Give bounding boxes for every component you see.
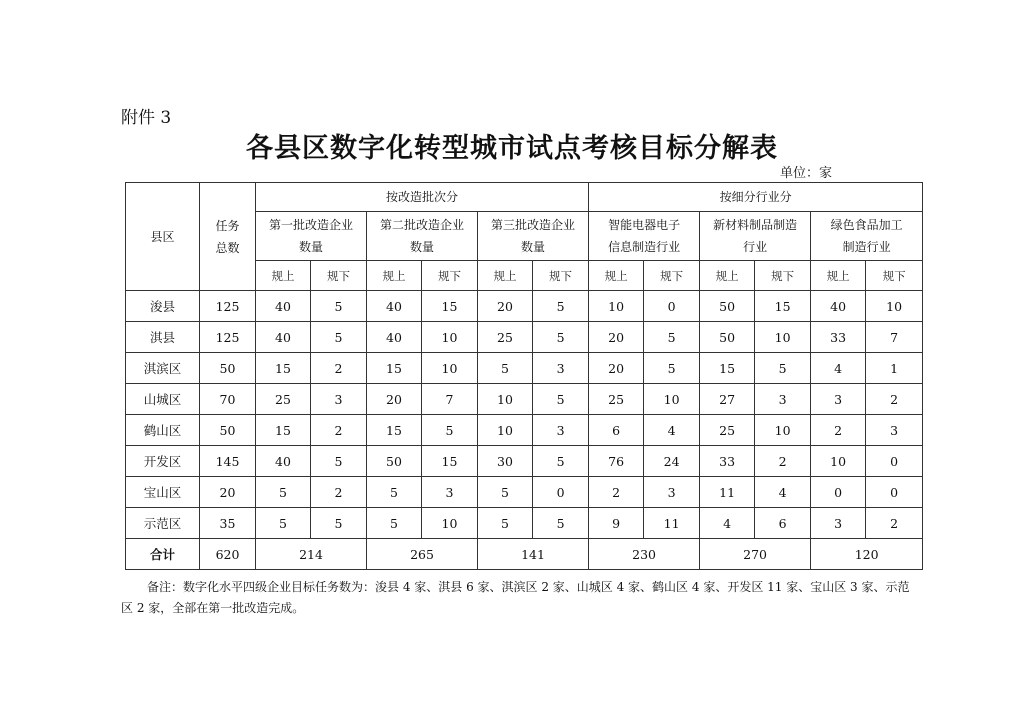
header-county: 县区 bbox=[126, 183, 200, 291]
value-cell: 25 bbox=[478, 322, 533, 353]
header-sub-above: 规上 bbox=[478, 261, 533, 291]
header-industry-1-line1: 智能电器电子 bbox=[608, 218, 681, 232]
sum-value-cell: 265 bbox=[367, 539, 478, 570]
value-cell: 1 bbox=[866, 353, 923, 384]
value-cell: 15 bbox=[367, 415, 422, 446]
value-cell: 33 bbox=[700, 446, 755, 477]
header-group-batch: 按改造批次分 bbox=[256, 183, 589, 212]
header-sub-below: 规下 bbox=[533, 261, 589, 291]
value-cell: 11 bbox=[644, 508, 700, 539]
value-cell: 7 bbox=[422, 384, 478, 415]
value-cell: 10 bbox=[755, 415, 811, 446]
value-cell: 5 bbox=[422, 415, 478, 446]
value-cell: 15 bbox=[367, 353, 422, 384]
sum-value-cell: 120 bbox=[811, 539, 923, 570]
value-cell: 5 bbox=[644, 353, 700, 384]
total-cell: 50 bbox=[200, 415, 256, 446]
value-cell: 5 bbox=[478, 353, 533, 384]
value-cell: 27 bbox=[700, 384, 755, 415]
value-cell: 3 bbox=[755, 384, 811, 415]
attachment-label: 附件 3 bbox=[121, 108, 172, 128]
value-cell: 15 bbox=[700, 353, 755, 384]
header-sub-below: 规下 bbox=[866, 261, 923, 291]
value-cell: 20 bbox=[478, 291, 533, 322]
value-cell: 20 bbox=[367, 384, 422, 415]
total-cell: 70 bbox=[200, 384, 256, 415]
header-batch-2 bbox=[367, 212, 478, 261]
value-cell: 5 bbox=[256, 508, 311, 539]
county-name-cell: 浚县 bbox=[126, 291, 200, 322]
value-cell: 15 bbox=[422, 291, 478, 322]
header-total-line2: 总数 bbox=[215, 240, 240, 255]
value-cell: 50 bbox=[700, 322, 755, 353]
value-cell: 5 bbox=[311, 446, 367, 477]
value-cell: 5 bbox=[644, 322, 700, 353]
header-industry-2-line1: 新材料制品制造 bbox=[713, 218, 798, 232]
table-row bbox=[126, 477, 923, 508]
value-cell: 5 bbox=[256, 477, 311, 508]
value-cell: 20 bbox=[589, 322, 644, 353]
value-cell: 25 bbox=[589, 384, 644, 415]
sum-value-cell: 214 bbox=[256, 539, 367, 570]
header-row-1 bbox=[126, 183, 923, 212]
value-cell: 40 bbox=[811, 291, 866, 322]
value-cell: 40 bbox=[256, 291, 311, 322]
value-cell: 5 bbox=[478, 508, 533, 539]
total-cell: 145 bbox=[200, 446, 256, 477]
value-cell: 2 bbox=[811, 415, 866, 446]
header-batch-1-line1: 第一批改造企业 bbox=[268, 218, 353, 232]
value-cell: 5 bbox=[533, 291, 589, 322]
value-cell: 2 bbox=[311, 415, 367, 446]
table-row bbox=[126, 508, 923, 539]
table-row bbox=[126, 353, 923, 384]
value-cell: 4 bbox=[755, 477, 811, 508]
value-cell: 15 bbox=[256, 415, 311, 446]
value-cell: 4 bbox=[700, 508, 755, 539]
value-cell: 10 bbox=[422, 322, 478, 353]
value-cell: 3 bbox=[866, 415, 923, 446]
value-cell: 11 bbox=[700, 477, 755, 508]
header-batch-2-line1: 第二批改造企业 bbox=[379, 218, 464, 232]
value-cell: 2 bbox=[866, 508, 923, 539]
header-sub-above: 规上 bbox=[589, 261, 644, 291]
total-cell: 50 bbox=[200, 353, 256, 384]
value-cell: 2 bbox=[755, 446, 811, 477]
header-sub-above: 规上 bbox=[256, 261, 311, 291]
value-cell: 5 bbox=[367, 477, 422, 508]
value-cell: 5 bbox=[533, 508, 589, 539]
value-cell: 3 bbox=[311, 384, 367, 415]
total-cell: 125 bbox=[200, 291, 256, 322]
header-sub-above: 规上 bbox=[700, 261, 755, 291]
value-cell: 10 bbox=[478, 384, 533, 415]
value-cell: 2 bbox=[866, 384, 923, 415]
total-cell: 20 bbox=[200, 477, 256, 508]
value-cell: 25 bbox=[700, 415, 755, 446]
value-cell: 40 bbox=[256, 446, 311, 477]
county-name-cell: 鹤山区 bbox=[126, 415, 200, 446]
value-cell: 2 bbox=[311, 477, 367, 508]
value-cell: 5 bbox=[311, 291, 367, 322]
value-cell: 15 bbox=[422, 446, 478, 477]
header-batch-3-line1: 第三批改造企业 bbox=[491, 218, 576, 232]
header-batch-1-line2: 数量 bbox=[298, 240, 323, 254]
county-name-cell: 示范区 bbox=[126, 508, 200, 539]
sum-label-cell: 合计 bbox=[126, 539, 200, 570]
value-cell: 5 bbox=[755, 353, 811, 384]
value-cell: 5 bbox=[533, 322, 589, 353]
value-cell: 5 bbox=[311, 508, 367, 539]
total-cell: 35 bbox=[200, 508, 256, 539]
value-cell: 4 bbox=[811, 353, 866, 384]
table-row bbox=[126, 446, 923, 477]
value-cell: 40 bbox=[367, 291, 422, 322]
value-cell: 9 bbox=[589, 508, 644, 539]
value-cell: 3 bbox=[533, 415, 589, 446]
value-cell: 40 bbox=[367, 322, 422, 353]
footnote: 备注：数字化水平四级企业目标任务数为：浚县 4 家、淇县 6 家、淇滨区 2 家、山城区 4 家、鹤山区 4 家、开发区 11 家、宝山区 3 家、示范区 2 家，全部在第一批改造完成。 bbox=[121, 580, 910, 615]
header-sub-below: 规下 bbox=[422, 261, 478, 291]
header-industry-1-line2: 信息制造行业 bbox=[608, 240, 681, 254]
value-cell: 20 bbox=[589, 353, 644, 384]
value-cell: 50 bbox=[367, 446, 422, 477]
header-batch-3 bbox=[478, 212, 589, 261]
value-cell: 2 bbox=[589, 477, 644, 508]
value-cell: 10 bbox=[644, 384, 700, 415]
value-cell: 0 bbox=[533, 477, 589, 508]
unit-label: 单位：家 bbox=[780, 166, 833, 181]
value-cell: 50 bbox=[700, 291, 755, 322]
value-cell: 10 bbox=[811, 446, 866, 477]
table-row bbox=[126, 415, 923, 446]
value-cell: 0 bbox=[866, 477, 923, 508]
value-cell: 5 bbox=[533, 384, 589, 415]
header-total bbox=[200, 183, 256, 291]
header-industry-1 bbox=[589, 212, 700, 261]
sum-value-cell: 230 bbox=[589, 539, 700, 570]
value-cell: 40 bbox=[256, 322, 311, 353]
value-cell: 0 bbox=[866, 446, 923, 477]
header-sub-below: 规下 bbox=[644, 261, 700, 291]
value-cell: 5 bbox=[367, 508, 422, 539]
county-name-cell: 宝山区 bbox=[126, 477, 200, 508]
header-sub-above: 规上 bbox=[811, 261, 866, 291]
value-cell: 5 bbox=[533, 446, 589, 477]
value-cell: 5 bbox=[311, 322, 367, 353]
value-cell: 0 bbox=[811, 477, 866, 508]
header-industry-3-line1: 绿色食品加工 bbox=[830, 218, 903, 232]
page-title: 各县区数字化转型城市试点考核目标分解表 bbox=[246, 133, 778, 164]
header-total-line1: 任务 bbox=[215, 218, 240, 233]
header-batch-2-line2: 数量 bbox=[409, 240, 434, 254]
sum-value-cell: 270 bbox=[700, 539, 811, 570]
value-cell: 3 bbox=[422, 477, 478, 508]
table-row bbox=[126, 384, 923, 415]
header-industry-3 bbox=[811, 212, 923, 261]
target-table bbox=[125, 182, 923, 570]
sum-value-cell: 141 bbox=[478, 539, 589, 570]
header-sub-below: 规下 bbox=[311, 261, 367, 291]
value-cell: 10 bbox=[755, 322, 811, 353]
value-cell: 33 bbox=[811, 322, 866, 353]
value-cell: 10 bbox=[589, 291, 644, 322]
value-cell: 3 bbox=[811, 508, 866, 539]
table-row bbox=[126, 291, 923, 322]
value-cell: 25 bbox=[256, 384, 311, 415]
sum-total-cell: 620 bbox=[200, 539, 256, 570]
value-cell: 10 bbox=[422, 353, 478, 384]
header-industry-3-line2: 制造行业 bbox=[842, 240, 891, 254]
value-cell: 3 bbox=[644, 477, 700, 508]
value-cell: 76 bbox=[589, 446, 644, 477]
value-cell: 10 bbox=[478, 415, 533, 446]
value-cell: 3 bbox=[533, 353, 589, 384]
total-cell: 125 bbox=[200, 322, 256, 353]
header-batch-1 bbox=[256, 212, 367, 261]
value-cell: 5 bbox=[478, 477, 533, 508]
value-cell: 15 bbox=[256, 353, 311, 384]
county-name-cell: 山城区 bbox=[126, 384, 200, 415]
value-cell: 4 bbox=[644, 415, 700, 446]
value-cell: 6 bbox=[589, 415, 644, 446]
value-cell: 24 bbox=[644, 446, 700, 477]
header-group-industry: 按细分行业分 bbox=[589, 183, 923, 212]
value-cell: 2 bbox=[311, 353, 367, 384]
county-name-cell: 淇县 bbox=[126, 322, 200, 353]
value-cell: 15 bbox=[755, 291, 811, 322]
value-cell: 30 bbox=[478, 446, 533, 477]
value-cell: 10 bbox=[866, 291, 923, 322]
county-name-cell: 淇滨区 bbox=[126, 353, 200, 384]
value-cell: 6 bbox=[755, 508, 811, 539]
value-cell: 3 bbox=[811, 384, 866, 415]
header-industry-2 bbox=[700, 212, 811, 261]
county-name-cell: 开发区 bbox=[126, 446, 200, 477]
header-sub-below: 规下 bbox=[755, 261, 811, 291]
header-industry-2-line2: 行业 bbox=[743, 240, 768, 254]
value-cell: 10 bbox=[422, 508, 478, 539]
table-row bbox=[126, 322, 923, 353]
header-batch-3-line2: 数量 bbox=[521, 240, 546, 254]
value-cell: 7 bbox=[866, 322, 923, 353]
header-sub-above: 规上 bbox=[367, 261, 422, 291]
sum-row bbox=[126, 539, 923, 570]
table-body bbox=[126, 183, 923, 570]
value-cell: 0 bbox=[644, 291, 700, 322]
